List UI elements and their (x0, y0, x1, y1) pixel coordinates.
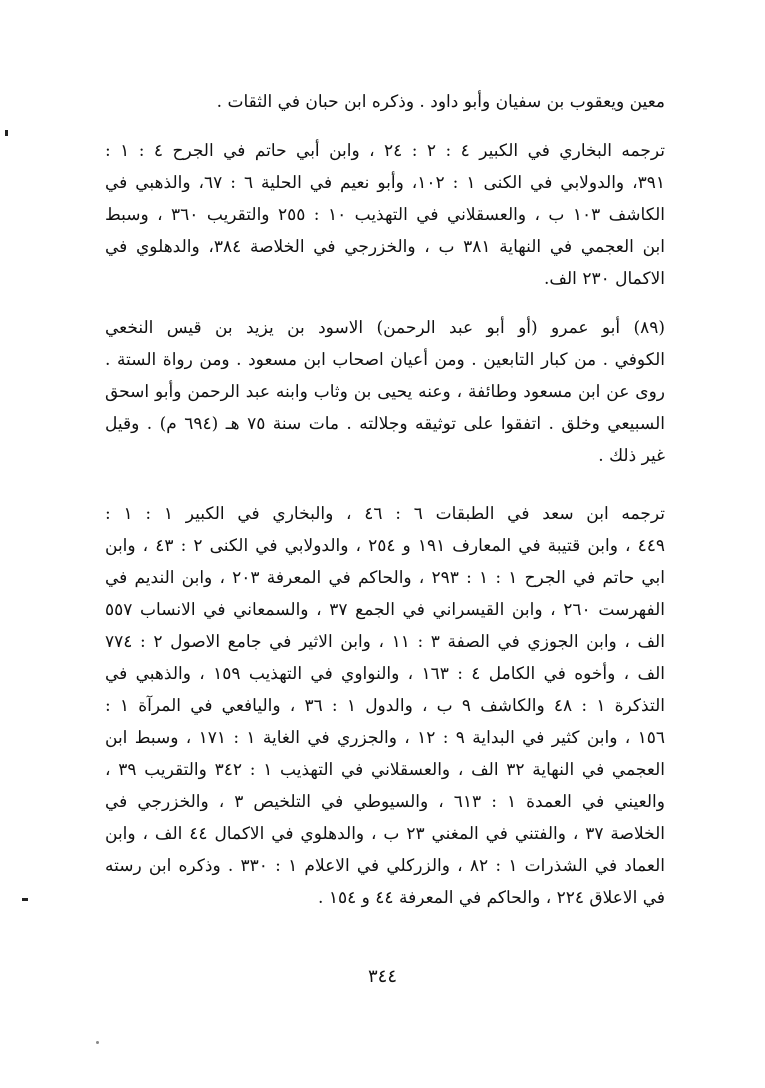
paragraph-references-2 (105, 498, 665, 914)
text-line: الاكمال ٢٣٠ الف. (544, 269, 665, 289)
text-line: روى عن ابن مسعود وطائفة ، وعنه يحيى بن وثاب وابنه عبد الرحمن وأبو اسحق (105, 382, 665, 402)
text-line: ٣٩١، والدولابي في الكنى ١ : ١٠٢، وأبو نعيم في الحلية ٦ : ٦٧، والذهبي في (105, 173, 665, 193)
text-line: السبيعي وخلق . اتفقوا على توثيقه وجلالته . مات سنة ٧٥ هـ (٦٩٤ م) . وقيل (105, 414, 665, 434)
text-line: في الاعلاق ٢٢٤ ، والحاكم في المعرفة ٤٤ و ١٥٤ . (318, 888, 665, 908)
paragraph-continuation (105, 86, 665, 118)
text-line: الخلاصة ٣٧ ، والفتني في المغني ٢٣ ب ، والدهلوي في الاكمال ٤٤ الف ، وابن (105, 824, 665, 844)
text-line: ٤٤٩ ، وابن قتيبة في المعارف ١٩١ و ٢٥٤ ، والدولابي في الكنى ٢ : ٤٣ ، وابن (105, 536, 665, 556)
text-line: الف ، وابن الجوزي في الصفة ٣ : ١١ ، وابن الاثير في جامع الاصول ٢ : ٧٧٤ (105, 632, 665, 652)
text-line: غير ذلك . (598, 446, 665, 466)
text-line: ترجمه البخاري في الكبير ٤ : ٢ : ٢٤ ، وابن أبي حاتم في الجرح ٤ : ١ : (105, 141, 665, 161)
text-line: الكاشف ١٠٣ ب ، والعسقلاني في التهذيب ١٠ : ٢٥٥ والتقريب ٣٦٠ ، وسبط (105, 205, 665, 225)
paragraph-entry-89 (105, 312, 665, 472)
text-line: العماد في الشذرات ١ : ٨٢ ، والزركلي في الاعلام ١ : ٣٣٠ . وذكره ابن رسته (105, 856, 665, 876)
text-line: ١٥٦ ، وابن كثير في البداية ٩ : ١٢ ، والجزري في الغاية ١ : ١٧١ ، وسبط ابن (105, 728, 665, 748)
page-number: ٣٤٤ (367, 966, 397, 987)
text-line: ابي حاتم في الجرح ١ : ١ : ٢٩٣ ، والحاكم في المعرفة ٢٠٣ ، وابن النديم في (105, 568, 665, 588)
text-line: الكوفي . من كبار التابعين . ومن أعيان اصحاب ابن مسعود . ومن رواة الستة . (105, 350, 665, 370)
scan-mark (5, 130, 8, 136)
text-line: العجمي في النهاية ٣٢ الف ، والعسقلاني في التهذيب ١ : ٣٤٢ والتقريب ٣٩ ، (105, 760, 665, 780)
text-line: (٨٩) أبو عمرو (أو أبو عبد الرحمن) الاسود بن يزيد بن قيس النخعي (105, 318, 665, 338)
text-line: ابن العجمي في النهاية ٣٨١ ب ، والخزرجي في الخلاصة ٣٨٤، والدهلوي في (105, 237, 665, 257)
text-line: معين ويعقوب بن سفيان وأبو داود . وذكره ابن حبان في الثقات . (216, 92, 665, 112)
text-line: ترجمه ابن سعد في الطبقات ٦ : ٤٦ ، والبخاري في الكبير ١ : ١ : (105, 504, 665, 524)
text-line: التذكرة ١ : ٤٨ والكاشف ٩ ب ، والدول ١ : ٣٦ ، واليافعي في المرآة ١ : (105, 696, 665, 716)
text-line: والعيني في العمدة ١ : ٦١٣ ، والسيوطي في التلخيص ٣ ، والخزرجي في (105, 792, 665, 812)
scan-mark (22, 898, 28, 901)
scan-speck (96, 1041, 99, 1044)
paragraph-references-1 (105, 135, 665, 295)
text-line: الف ، وأخوه في الكامل ٤ : ١٦٣ ، والنواوي في التهذيب ١٥٩ ، والذهبي في (105, 664, 665, 684)
text-line: الفهرست ٢٦٠ ، وابن القيسراني في الجمع ٣٧ ، والسمعاني في الانساب ٥٥٧ (105, 600, 665, 620)
